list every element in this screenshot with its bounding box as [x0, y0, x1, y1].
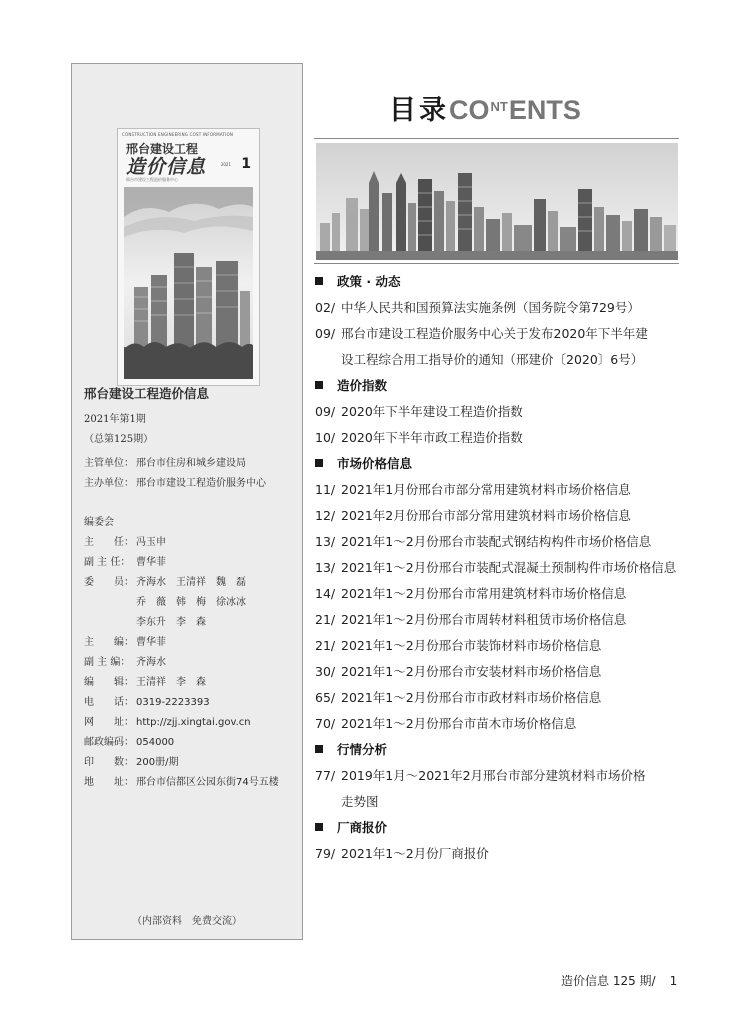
- magazine-title: 邢台建设工程造价信息: [84, 386, 210, 401]
- toc-page-number: 30/: [315, 664, 336, 679]
- info-value: 邢台市住房和城乡建设局: [136, 458, 246, 469]
- info-value: 齐海水: [136, 657, 166, 668]
- toc-section-heading: [315, 818, 387, 836]
- toc-entry-title: 2021年1～2月份邢台市周转材料租赁市场价格信息: [341, 612, 627, 627]
- info-row: [84, 753, 178, 768]
- page-footer: [561, 972, 677, 989]
- info-row: [84, 613, 206, 628]
- image-divider: [314, 263, 679, 264]
- heading-en-part3: ENTS: [508, 95, 581, 125]
- heading-divider: [314, 138, 679, 139]
- city-skyline-image: [316, 143, 678, 260]
- toc-entry-title: 2019年1月～2021年2月邢台市部分建筑材料市场价格: [341, 768, 646, 783]
- info-value: 李东升 李 森: [136, 617, 206, 628]
- toc-section-title: 行情分析: [337, 742, 388, 757]
- info-label: 主管单位：: [84, 458, 134, 469]
- info-value: 齐海水 王清祥 魏 磊: [136, 577, 246, 588]
- info-row: [84, 573, 246, 588]
- square-bullet-icon: [315, 277, 323, 285]
- info-value: 乔 薇 韩 梅 徐冰冰: [136, 597, 246, 608]
- contents-heading: [389, 88, 581, 127]
- cover-big-title: 造价信息: [126, 156, 207, 178]
- toc-entry[interactable]: [315, 428, 523, 446]
- internal-material-note: （内部资料 免费交流）: [132, 916, 242, 927]
- toc-section-heading: [315, 376, 387, 394]
- cover-subtitle: 邢台市建设工程造价服务中心: [126, 177, 178, 182]
- toc-page-number: 02/: [315, 300, 336, 315]
- toc-section-heading: [315, 454, 412, 472]
- info-value: 冯玉申: [136, 537, 166, 548]
- toc-entry[interactable]: [315, 766, 646, 784]
- info-row: [84, 733, 174, 748]
- toc-entry[interactable]: [315, 532, 651, 550]
- info-row: [84, 533, 166, 548]
- toc-entry[interactable]: [315, 636, 601, 654]
- toc-entry-title: 2021年1～2月份邢台市装配式钢结构构件市场价格信息: [341, 534, 652, 549]
- info-row: [84, 513, 136, 528]
- toc-page-number: 11/: [315, 482, 336, 497]
- info-row: [84, 653, 166, 668]
- toc-page-number: 09/: [315, 326, 336, 341]
- heading-en-part1: CO: [449, 95, 490, 125]
- total-issue: （总第125期）: [84, 434, 154, 445]
- toc-section-title: 厂商报价: [337, 820, 388, 835]
- cover-name: 邢台建设工程: [126, 142, 199, 156]
- toc-page-number: 12/: [315, 508, 336, 523]
- toc-section-title: 造价指数: [337, 378, 388, 393]
- info-value: 王清祥 李 森: [136, 677, 206, 688]
- square-bullet-icon: [315, 381, 323, 389]
- toc-page-number: 70/: [315, 716, 336, 731]
- toc-page-number: 09/: [315, 404, 336, 419]
- toc-entry[interactable]: [315, 662, 601, 680]
- toc-page-number: 10/: [315, 430, 336, 445]
- toc-page-number: 65/: [315, 690, 336, 705]
- info-row: [84, 673, 206, 688]
- toc-entry-title: 2021年1～2月份邢台市装配式混凝土预制构件市场价格信息: [341, 560, 677, 575]
- info-label: 主 任：: [84, 537, 134, 548]
- info-label: 电 话：: [84, 697, 134, 708]
- issue-number: 2021年第1期: [84, 414, 146, 425]
- toc-entry[interactable]: [315, 610, 626, 628]
- page-number: 1: [669, 974, 678, 988]
- info-value: 邢台市建设工程造价服务中心: [136, 478, 266, 489]
- toc-entry[interactable]: [315, 714, 576, 732]
- publication-info-panel: [71, 63, 303, 940]
- toc-page-number: 13/: [315, 534, 336, 549]
- info-value: 邢台市信都区公园东街74号五楼: [136, 777, 279, 788]
- heading-en-part2: NT: [490, 99, 508, 114]
- info-label: 地 址：: [84, 777, 134, 788]
- info-label: 网 址：: [84, 717, 134, 728]
- info-row: [84, 454, 246, 469]
- toc-entry-title: 2021年1～2月份邢台市市政材料市场价格信息: [341, 690, 602, 705]
- toc-entry[interactable]: [315, 298, 640, 316]
- toc-page-number: 14/: [315, 586, 336, 601]
- toc-entry-title: 2021年2月份邢台市部分常用建筑材料市场价格信息: [341, 508, 631, 523]
- info-row: [84, 693, 210, 708]
- toc-section-title: 政策 · 动态: [337, 274, 401, 289]
- info-label: 主办单位：: [84, 478, 134, 489]
- info-label: 编委会: [84, 517, 114, 528]
- toc-entry[interactable]: [315, 506, 631, 524]
- toc-section-heading: [315, 740, 387, 758]
- info-row: [84, 633, 166, 648]
- info-value: 054000: [136, 737, 175, 748]
- toc-entry[interactable]: [315, 402, 523, 420]
- info-row: [84, 474, 266, 489]
- info-label: 副 主 编：: [84, 657, 131, 668]
- toc-entry[interactable]: [315, 480, 631, 498]
- toc-entry-title: 2020年下半年市政工程造价指数: [341, 430, 523, 445]
- toc-entry-title: 2021年1～2月份厂商报价: [341, 846, 489, 861]
- info-label: 邮政编码：: [84, 737, 134, 748]
- toc-page-number: 77/: [315, 768, 336, 783]
- toc-page-number: 21/: [315, 638, 336, 653]
- toc-section-heading: [315, 272, 400, 290]
- toc-entry[interactable]: [315, 844, 489, 862]
- cover-year: 2021: [220, 162, 231, 167]
- cover-english-title: CONSTRUCTION ENGINEERING COST INFORMATION: [122, 132, 234, 137]
- toc-page-number: 13/: [315, 560, 336, 575]
- toc-entry[interactable]: [315, 324, 648, 342]
- info-value: 200册/期: [136, 757, 179, 768]
- toc-entry[interactable]: [315, 688, 601, 706]
- toc-entry[interactable]: [315, 584, 626, 602]
- info-label: 编 辑：: [84, 677, 134, 688]
- heading-chinese: 目录: [389, 95, 449, 126]
- info-label: 委 员：: [84, 577, 134, 588]
- square-bullet-icon: [315, 823, 323, 831]
- toc-entry-continuation: 走势图: [341, 794, 379, 809]
- square-bullet-icon: [315, 459, 323, 467]
- toc-section-title: 市场价格信息: [337, 456, 413, 471]
- info-value: 0319-2223393: [136, 697, 210, 708]
- info-label: 印 数：: [84, 757, 134, 768]
- toc-entry-title: 2021年1月份邢台市部分常用建筑材料市场价格信息: [341, 482, 631, 497]
- info-row: [84, 773, 279, 788]
- info-label: 副 主 任：: [84, 557, 131, 568]
- info-row: [84, 593, 246, 608]
- toc-entry-title: 邢台市建设工程造价服务中心关于发布2020年下半年建: [341, 326, 648, 341]
- toc-entry-title: 2021年1～2月份邢台市安装材料市场价格信息: [341, 664, 602, 679]
- info-value: http://zjj.xingtai.gov.cn: [136, 717, 251, 728]
- toc-entry-title: 中华人民共和国预算法实施条例（国务院令第729号）: [341, 300, 640, 315]
- toc-entry-title: 2021年1～2月份邢台市装饰材料市场价格信息: [341, 638, 602, 653]
- toc-entry-title: 2021年1～2月份邢台市苗木市场价格信息: [341, 716, 577, 731]
- info-value: 曹华菲: [136, 637, 166, 648]
- toc-entry-title: 2021年1～2月份邢台市常用建筑材料市场价格信息: [341, 586, 627, 601]
- toc-entry-title: 2020年下半年建设工程造价指数: [341, 404, 523, 419]
- square-bullet-icon: [315, 745, 323, 753]
- cover-building-photo: [124, 187, 253, 379]
- footer-text: 造价信息 125 期/: [561, 974, 656, 988]
- info-label: 主 编：: [84, 637, 134, 648]
- toc-page-number: 79/: [315, 846, 336, 861]
- magazine-cover: [117, 128, 260, 386]
- toc-entry[interactable]: [315, 558, 676, 576]
- toc-page-number: 21/: [315, 612, 336, 627]
- info-row: [84, 553, 166, 568]
- info-row: [84, 713, 251, 728]
- toc-entry-continuation: 设工程综合用工指导价的通知（邢建价〔2020〕6号）: [341, 352, 644, 367]
- info-value: 曹华菲: [136, 557, 166, 568]
- cover-issue-number: 1: [241, 156, 251, 172]
